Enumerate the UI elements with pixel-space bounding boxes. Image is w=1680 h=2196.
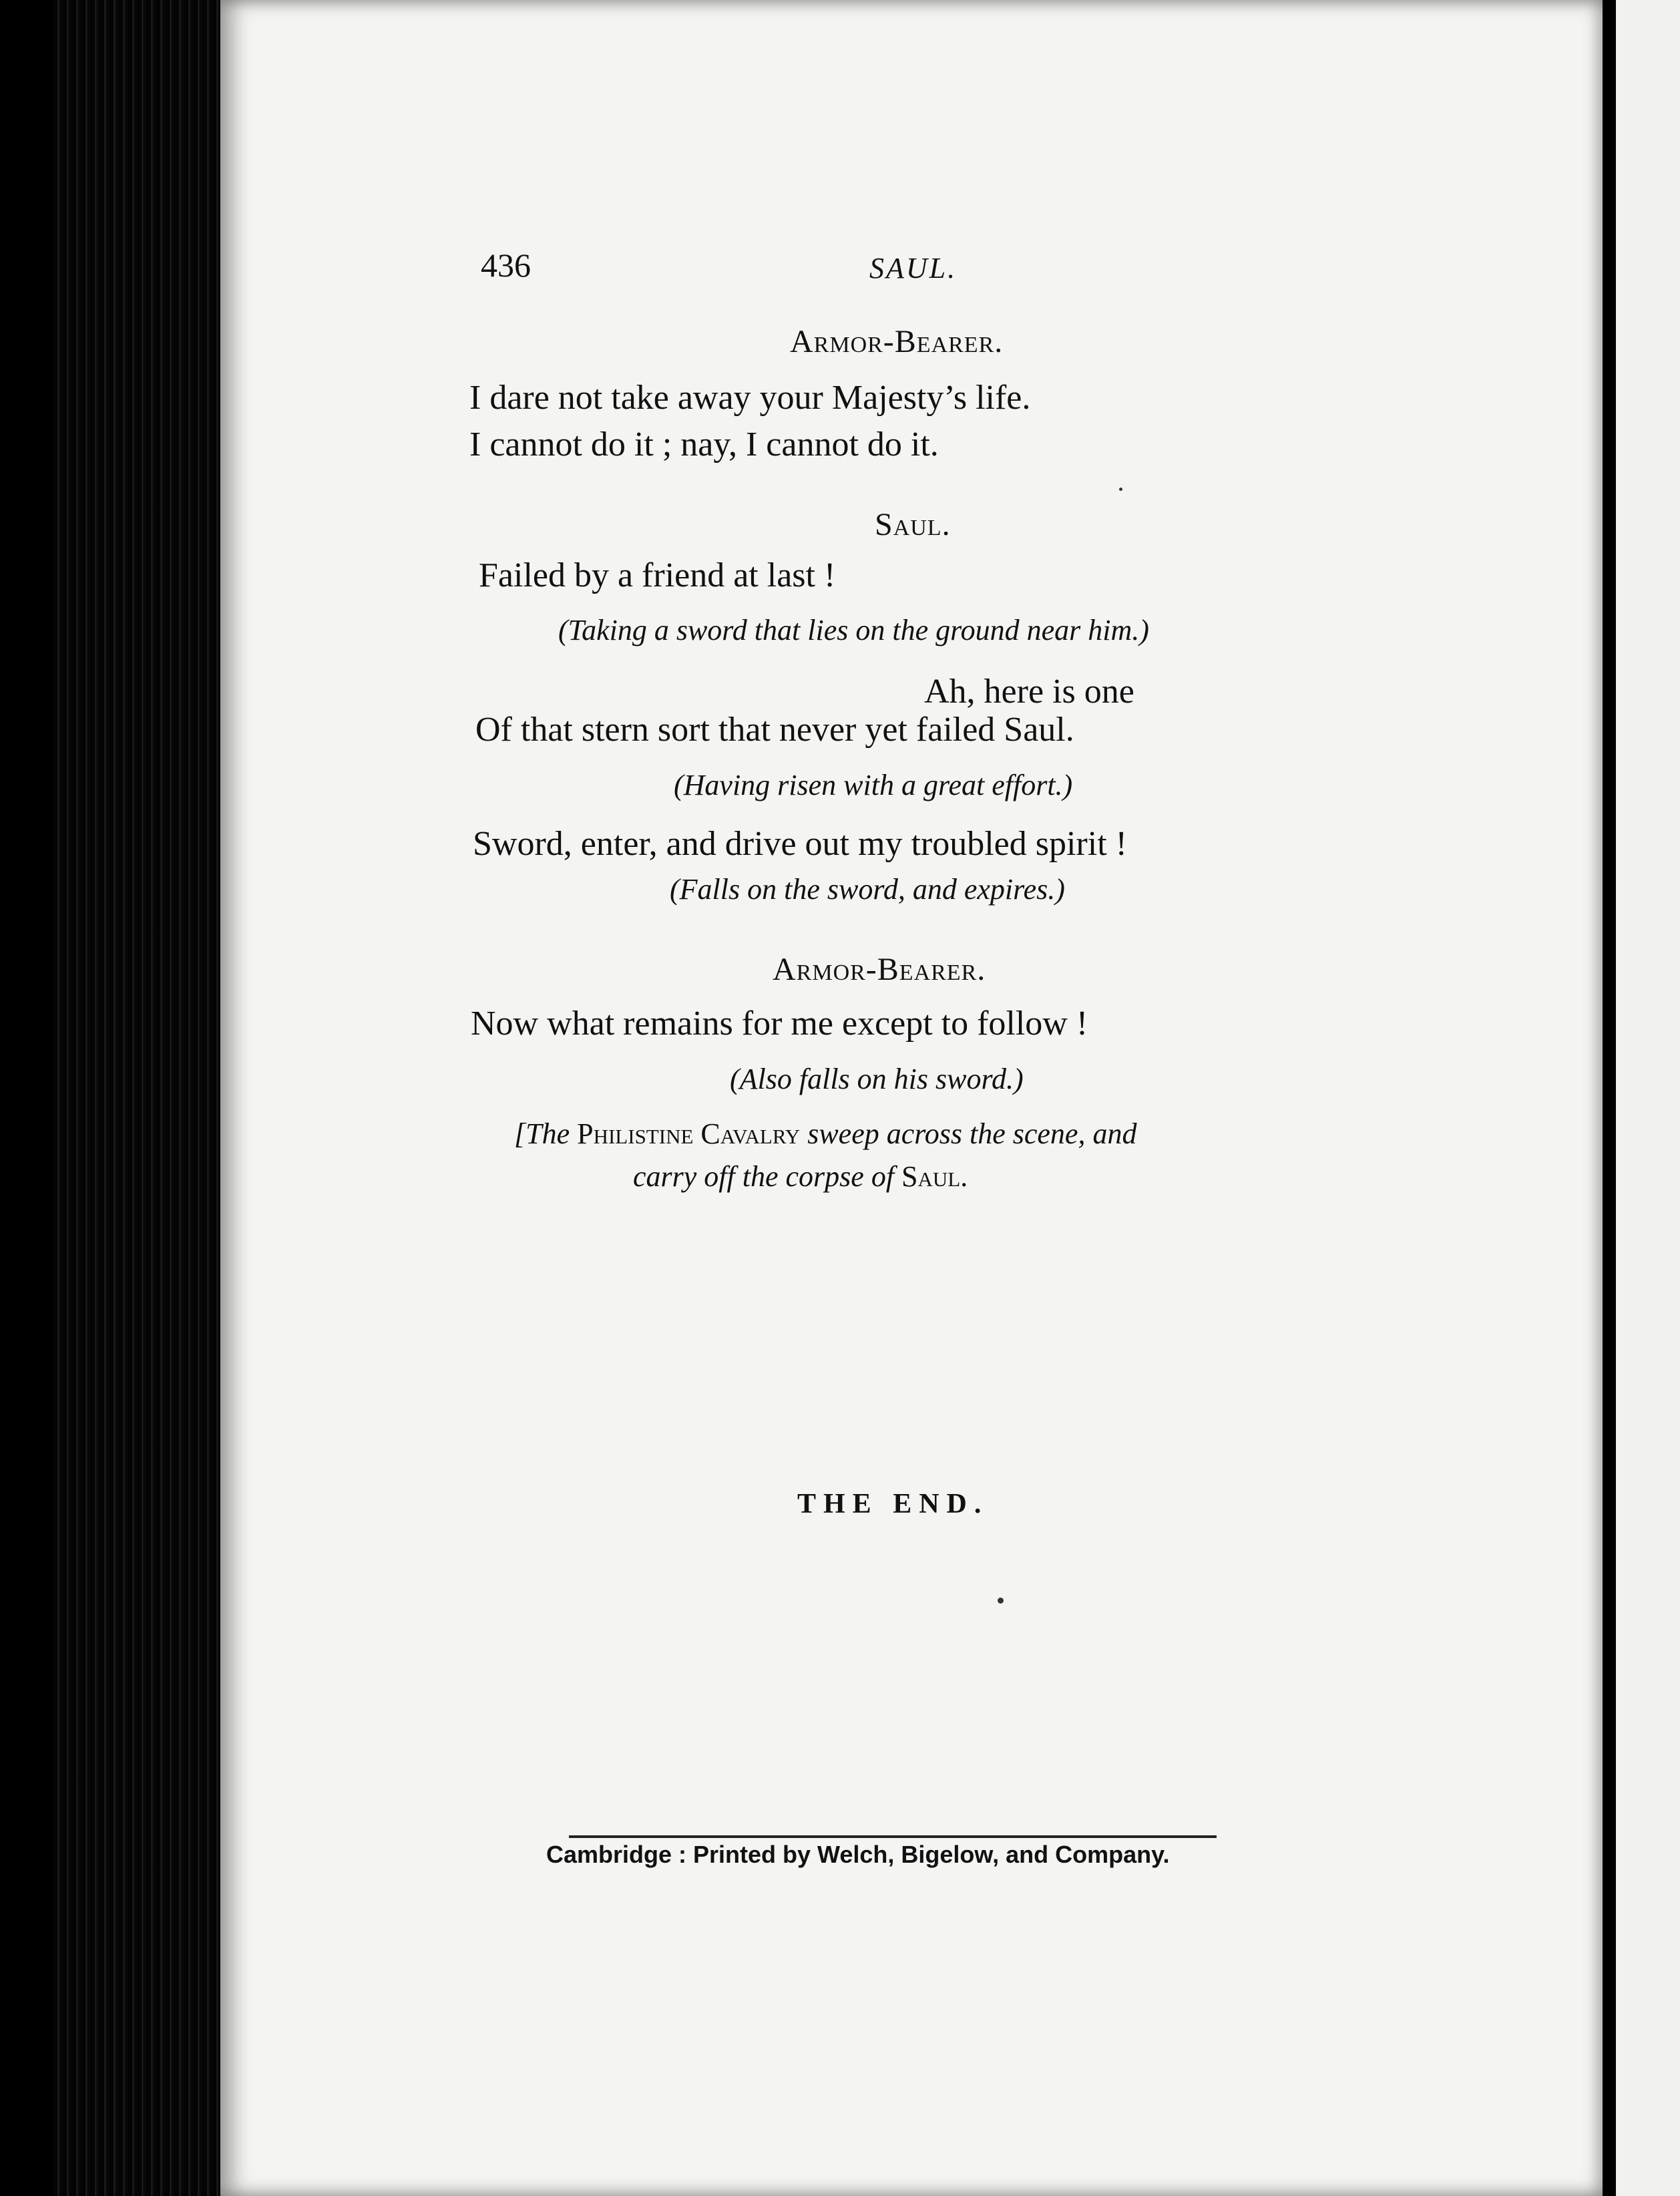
verse-line: Sword, enter, and drive out my troubled spirit ! [473,825,1127,863]
ink-speck [998,1598,1004,1604]
verse-line: Of that stern sort that never yet failed Saul. [475,711,1074,749]
verse-line: Now what remains for me except to follow ! [471,1004,1088,1043]
closing-stage-direction [514,1117,1136,1151]
verse-line: Failed by a friend at last ! [479,556,836,594]
stage-direction-fragment: carry off the corpse of [633,1160,902,1193]
speaker-name: Armor-Bearer. [773,952,986,987]
page-number: 436 [481,246,531,284]
end-mark: THE END. [797,1489,989,1519]
book-spine-edge [53,0,220,2196]
stage-direction: (Also falls on his sword.) [730,1063,1024,1095]
verse-line: I cannot do it ; nay, I cannot do it. [469,425,939,464]
running-head: SAUL. [869,252,958,285]
stage-direction: (Taking a sword that lies on the ground near him.) [558,614,1149,647]
facing-page-edge [1616,0,1680,2196]
verse-line: I dare not take away your Majesty’s life. [469,379,1031,417]
stage-direction-fragment: [The [514,1117,578,1150]
stage-direction: (Having risen with a great effort.) [674,769,1073,801]
speaker-name: Armor-Bearer. [790,324,1004,359]
verse-line: Ah, here is one [924,673,1134,711]
footer-rule [569,1835,1217,1838]
stage-direction-fragment: Saul. [901,1160,968,1193]
closing-stage-direction [633,1159,968,1194]
stage-direction-fragment: Philistine Cavalry [577,1117,801,1150]
ink-speck [1119,488,1122,491]
printer-imprint: Cambridge : Printed by Welch, Bigelow, and Company. [546,1841,1170,1868]
stage-direction: (Falls on the sword, and expires.) [670,873,1065,906]
stage-direction-fragment: sweep across the scene, and [800,1117,1137,1150]
speaker-name: Saul. [875,507,951,542]
